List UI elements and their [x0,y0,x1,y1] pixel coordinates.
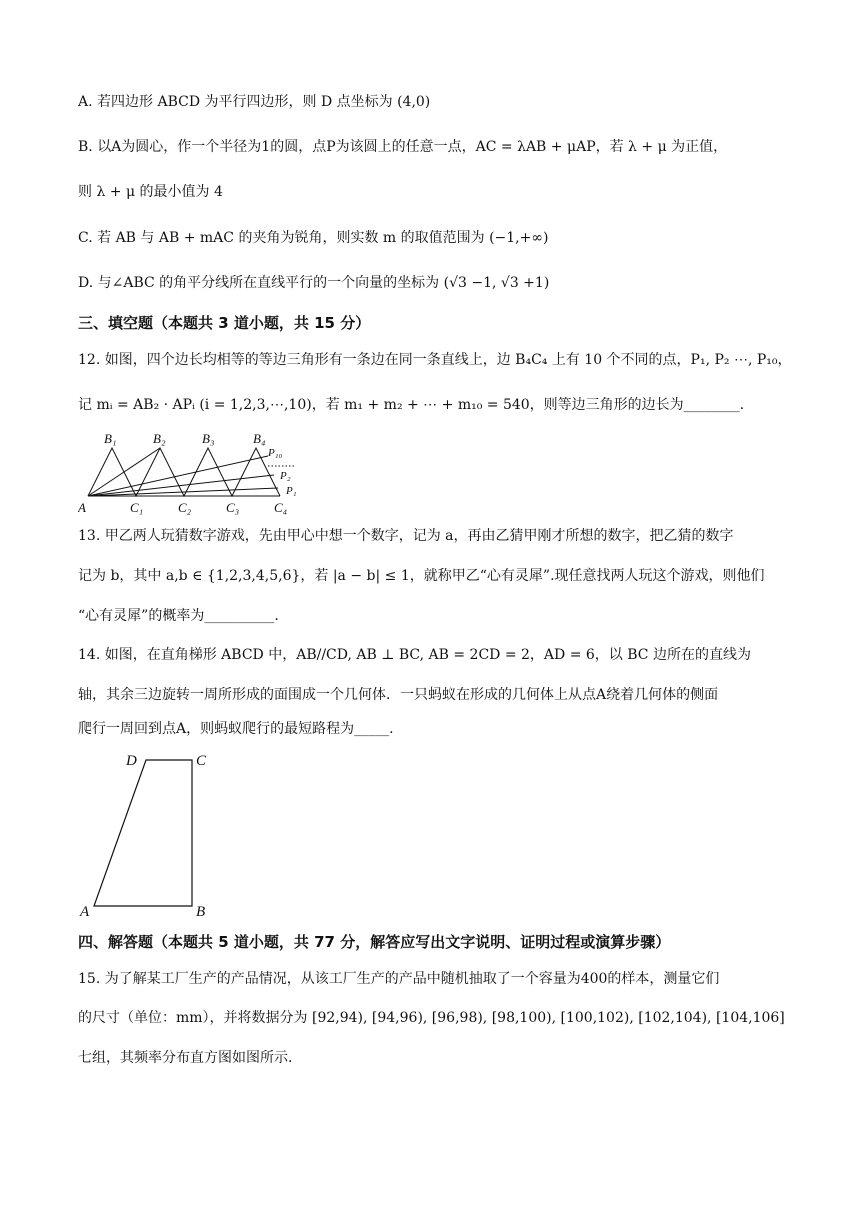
q15-line1: 15. 为了解某工厂生产的产品情况，从该工厂生产的产品中随机抽取了一个容量为400的样本，测量它们 [78,971,720,987]
q13-line1: 13. 甲乙两人玩猜数字游戏，先由甲心中想一个数字，记为 a，再由乙猜甲刚才所想的数字，把乙猜的数字 [78,528,734,544]
q12-line1: 12. 如图，四个边长均相等的等边三角形有一条边在同一条直线上，边 B₄C₄ 上有 10 个不同的点，P₁, P₂ ⋯, P₁₀， [78,352,792,368]
option-b-line1: B. 以A为圆心，作一个半径为1的圆，点P为该圆上的任意一点，AC = λAB + μAP，若 λ + μ 为正值， [78,139,728,155]
option-c: C. 若 AB 与 AB + mAC 的夹角为锐角，则实数 m 的取值范围为 (−1,+∞) [78,230,549,246]
q14-trapezoid-figure [78,748,228,920]
q12-figure [78,430,318,516]
q13-line3: “心有灵犀”的概率为__________. [78,608,279,624]
q14-line2: 轴，其余三边旋转一周所形成的面围成一个几何体．一只蚂蚁在形成的几何体上从点A绕着几何体的侧面 [78,687,719,703]
label-d: D [126,753,137,769]
q12-line2: 记 mᵢ = AB₂ · APᵢ (i = 1,2,3,⋯,10)，若 m₁ + m₂ + ⋯ + m₁₀ = 540，则等边三角形的边长为________. [78,397,745,413]
option-d: D. 与∠ABC 的角平分线所在直线平行的一个向量的坐标为 (√3 −1, √3 +1) [78,275,550,291]
option-a: A. 若四边形 ABCD 为平行四边形，则 D 点坐标为 (4,0) [78,94,431,110]
label-p10: P₁₀ [268,447,283,459]
label-c4: C₄ [274,500,288,515]
option-b-line2: 则 λ + μ 的最小值为 4 [78,184,223,200]
label-p2: P₂ [280,470,291,482]
q15-line3: 七组，其频率分布直方图如图所示. [78,1050,293,1066]
label-c2: C₂ [178,500,192,515]
label-c1: C₁ [130,500,144,515]
label-p1: P₁ [286,485,297,497]
label-b2: B₂ [153,431,166,446]
label-b: B [196,904,206,920]
section-answer-heading: 四、解答题（本题共 5 道小题，共 77 分，解答应写出文字说明、证明过程或演算步骤） [78,933,671,951]
q15-line2: 的尺寸（单位：mm），并将数据分为 [92,94), [94,96), [96,98), [98,100), [100,102), [102,104), [104,106] [78,1010,785,1026]
label-a: A [78,500,86,515]
section-fill-blank-heading: 三、填空题（本题共 3 道小题，共 15 分） [78,314,371,332]
label-b1: B₁ [104,431,117,446]
q13-line2: 记为 b，其中 a,b ∈ {1,2,3,4,5,6}，若 |a − b| ≤ 1，就称甲乙“心有灵犀”.现任意找两人玩这个游戏，则他们 [78,568,765,584]
label-b3: B₃ [202,431,215,446]
q14-line3: 爬行一周回到点A，则蚂蚁爬行的最短路程为_____. [78,721,394,737]
q14-line1: 14. 如图，在直角梯形 ABCD 中，AB//CD, AB ⊥ BC, AB = 2CD = 2，AD = 6，以 BC 边所在的直线为 [78,647,751,663]
label-c: C [196,753,207,769]
label-a: A [80,904,90,920]
label-b4: B₄ [253,431,266,446]
label-c3: C₃ [226,500,240,515]
